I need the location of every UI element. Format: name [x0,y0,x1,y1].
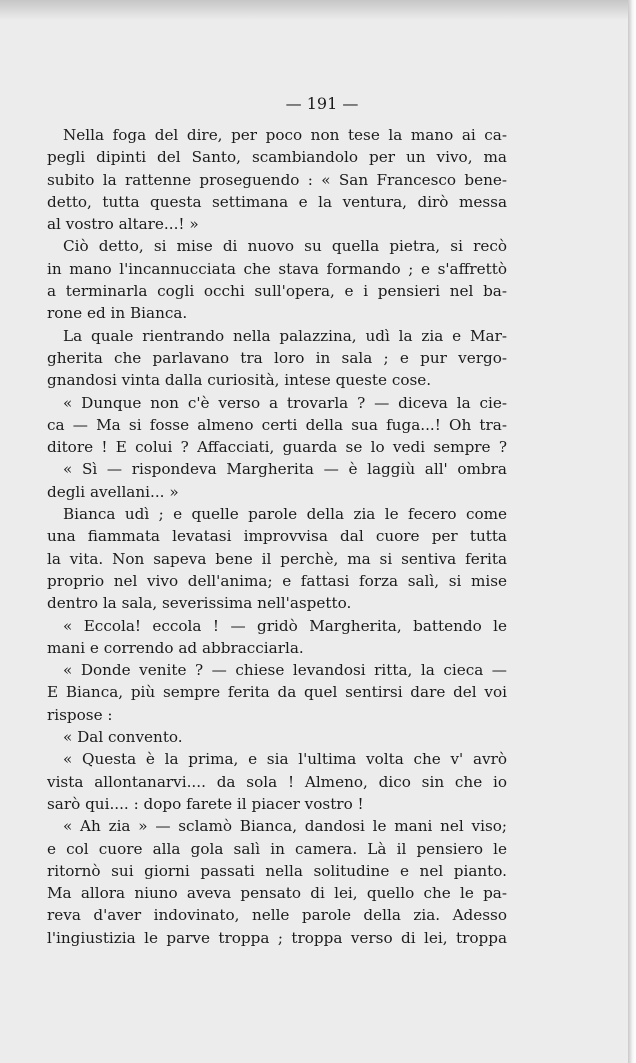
text-line: Ma allora niuno aveva pensato di lei, quello che le pa- [47,884,507,903]
page-number: — 191 — [285,94,359,113]
text-line: degli avellani... » [47,482,179,501]
text-line: vista allontanarvi.... da sola ! Almeno, dico sin che io [47,772,507,791]
body-text [47,124,507,949]
text-line: rispose : [47,705,113,724]
text-line: rone ed in Bianca. [47,304,188,323]
text-line: pegli dipinti del Santo, scambiandolo per un vivo, ma [47,148,507,167]
text-line: La quale rientrando nella palazzina, udì la zia e Mar- [63,326,507,345]
text-line: ca — Ma si fosse almeno certi della sua fuga...! Oh tra- [47,415,507,434]
text-line: gherita che parlavano tra loro in sala ; e pur vergo- [47,348,507,367]
text-line: gnandosi vinta dalla curiosità, intese queste cose. [47,371,432,390]
text-line: una fiammata levatasi improvvisa dal cuore per tutta [47,527,507,546]
text-line: in mano l'incannucciata che stava formando ; e s'affrettò [47,259,507,278]
text-line: dentro la sala, severissima nell'aspetto. [47,594,352,613]
text-line: mani e correndo ad abbracciarla. [47,638,304,657]
text-line: la vita. Non sapeva bene il perchè, ma si sentiva ferita [47,549,507,568]
text-line: a terminarla cogli occhi sull'opera, e i pensieri nel ba- [47,282,507,301]
text-line: proprio nel vivo dell'anima; e fattasi forza salì, si mise [47,571,507,590]
text-line: sarò qui.... : dopo farete il piacer vostro ! [47,794,364,813]
text-line: e col cuore alla gola salì in camera. Là il pensiero le [47,839,507,858]
text-line: ditore ! E colui ? Affacciati, guarda se lo vedi sempre ? [47,438,507,457]
text-line: ritornò sui giorni passati nella solitudine e nel pianto. [47,861,507,880]
text-line: « Eccola! eccola ! — gridò Margherita, battendo le [63,616,507,635]
text-line: « Dal convento. [63,728,183,747]
text-line: detto, tutta questa settimana e la ventura, dirò messa [47,192,507,211]
page-edge [628,0,636,1063]
text-line: Nella foga del dire, per poco non tese la mano ai ca- [63,126,507,144]
text-line: al vostro altare...! » [47,215,199,234]
text-line: « Questa è la prima, e sia l'ultima volta che v' avrò [63,750,507,769]
text-line: l'ingiustizia le parve troppa ; troppa verso di lei, troppa [47,928,507,947]
text-line: E Bianca, più sempre ferita da quel sentirsi dare del voi [47,683,507,702]
text-line: Bianca udì ; e quelle parole della zia le fecero come [63,505,507,524]
text-line: Ciò detto, si mise di nuovo su quella pietra, si recò [63,237,507,256]
text-line: « Sì — rispondeva Margherita — è laggiù all' ombra [63,460,507,479]
text-line: reva d'aver indovinato, nelle parole della zia. Adesso [47,906,507,925]
page-top-shadow [0,0,628,20]
text-line: « Ah zia » — sclamò Bianca, dandosi le mani nel viso; [63,817,507,836]
text-line: « Donde venite ? — chiese levandosi ritta, la cieca — [63,661,507,680]
text-line: subito la rattenne proseguendo : « San Francesco bene- [47,170,507,189]
text-line: « Dunque non c'è verso a trovarla ? — diceva la cie- [63,393,507,412]
